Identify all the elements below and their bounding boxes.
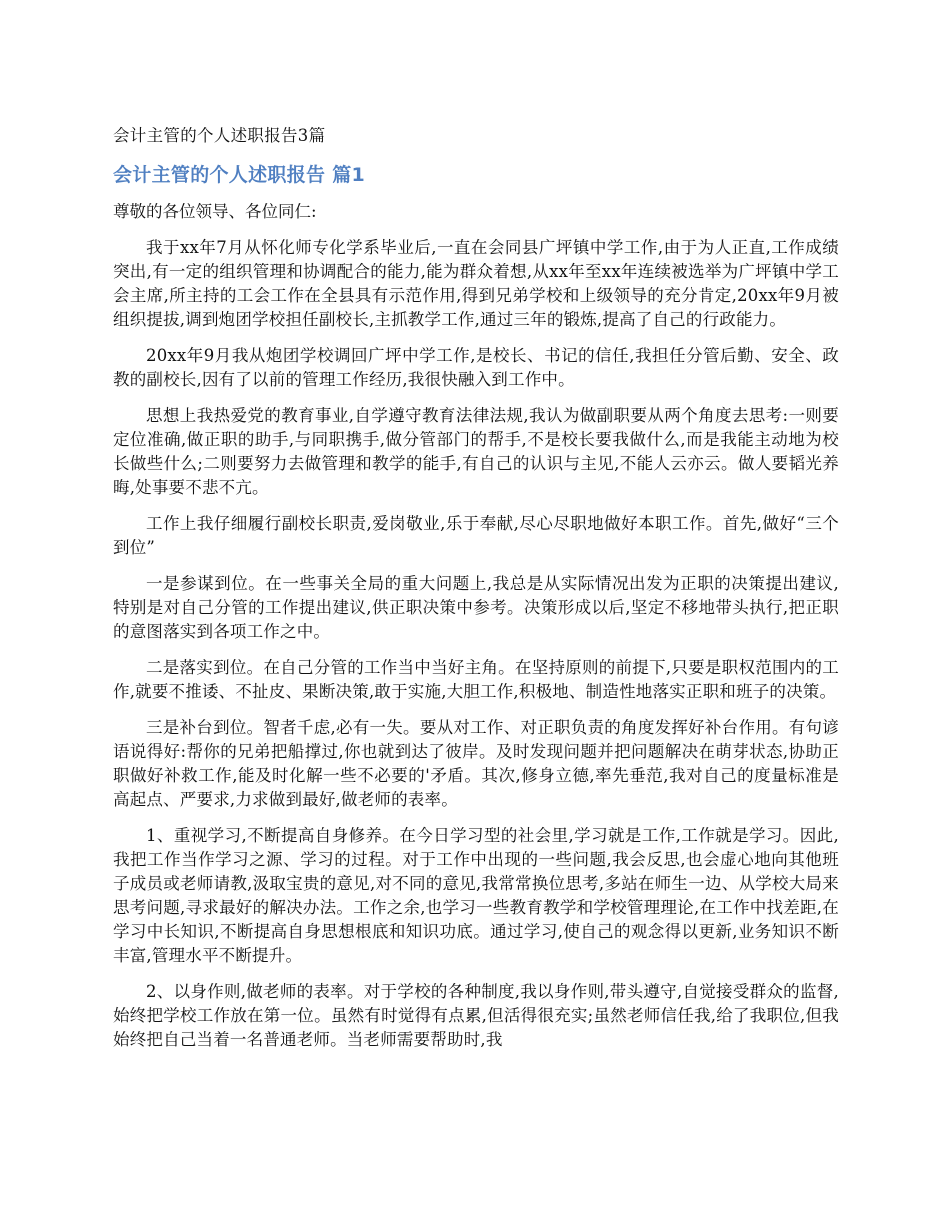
paragraph: 1、重视学习,不断提高自身修养。在今日学习型的社会里,学习就是工作,工作就是学习。因此,我把工作当作学习之源、学习的过程。对于工作中出现的一些问题,我会反思,也会虚心地向其他班子成员或老师请教,汲取宝贵的意见,对不同的意见,我常常换位思考,多站在师生一边、从学校大局来思考问题,寻求最好的解决办法。工作之余,也学习一些教育教学和学校管理理论,在工作中找差距,在学习中长知识,不断提高自身思想根底和知识功底。通过学习,使自己的观念得以更新,业务知识不断丰富,管理水平不断提升。	[113, 826, 839, 965]
paragraph: 工作上我仔细履行副校长职责,爱岗敬业,乐于奉献,尽心尽职地做好本职工作。首先,做好“三个到位”	[113, 514, 839, 557]
section-heading: 会计主管的个人述职报告 篇1	[113, 164, 366, 186]
paragraph: 2、以身作则,做老师的表率。对于学校的各种制度,我以身作则,带头遵守,自觉接受群众的监督,始终把学校工作放在第一位。虽然有时觉得有点累,但活得很充实;虽然老师信任我,给了我职位,但我始终把自己当着一名普通老师。当老师需要帮助时,我	[113, 982, 839, 1049]
paragraph: 思想上我热爱党的教育事业,自学遵守教育法律法规,我认为做副职要从两个角度去思考:一则要定位准确,做正职的助手,与同职携手,做分管部门的帮手,不是校长要我做什么,而是我能主动地为校长做些什么;二则要努力去做管理和教学的能手,有自己的认识与主见,不能人云亦云。做人要韬光养晦,处事要不悲不亢。	[113, 406, 839, 497]
document-title: 会计主管的个人述职报告3篇	[113, 126, 326, 145]
document-page	[113, 124, 839, 1064]
salutation: 尊敬的各位领导、各位同仁:	[113, 202, 317, 221]
paragraph: 三是补台到位。智者千虑,必有一失。要从对工作、对正职负责的角度发挥好补台作用。有句谚语说得好:帮你的兄弟把船撑过,你也就到达了彼岸。及时发现问题并把问题解决在萌芽状态,协助正职做好补救工作,能及时化解一些不必要的'矛盾。其次,修身立德,率先垂范,我对自己的度量标准是高起点、严要求,力求做到最好,做老师的表率。	[113, 718, 839, 809]
paragraph: 我于xx年7月从怀化师专化学系毕业后,一直在会同县广坪镇中学工作,由于为人正直,工作成绩突出,有一定的组织管理和协调配合的能力,能为群众着想,从xx年至xx年连续被选举为广坪镇中学工会主席,所主持的工会工作在全县具有示范作用,得到兄弟学校和上级领导的充分肯定,20xx年9月被组织提拔,调到炮团学校担任副校长,主抓教学工作,通过三年的锻炼,提高了自己的行政能力。	[113, 238, 839, 329]
paragraph: 一是参谋到位。在一些事关全局的重大问题上,我总是从实际情况出发为正职的决策提出建议,特别是对自己分管的工作提出建议,供正职决策中参考。决策形成以后,坚定不移地带头执行,把正职的意图落实到各项工作之中。	[113, 574, 839, 641]
paragraph: 20xx年9月我从炮团学校调回广坪中学工作,是校长、书记的信任,我担任分管后勤、安全、政教的副校长,因有了以前的管理工作经历,我很快融入到工作中。	[113, 346, 839, 389]
paragraph: 二是落实到位。在自己分管的工作当中当好主角。在坚持原则的前提下,只要是职权范围内的工作,就要不推诿、不扯皮、果断决策,敢于实施,大胆工作,积极地、制造性地落实正职和班子的决策。	[113, 658, 839, 701]
